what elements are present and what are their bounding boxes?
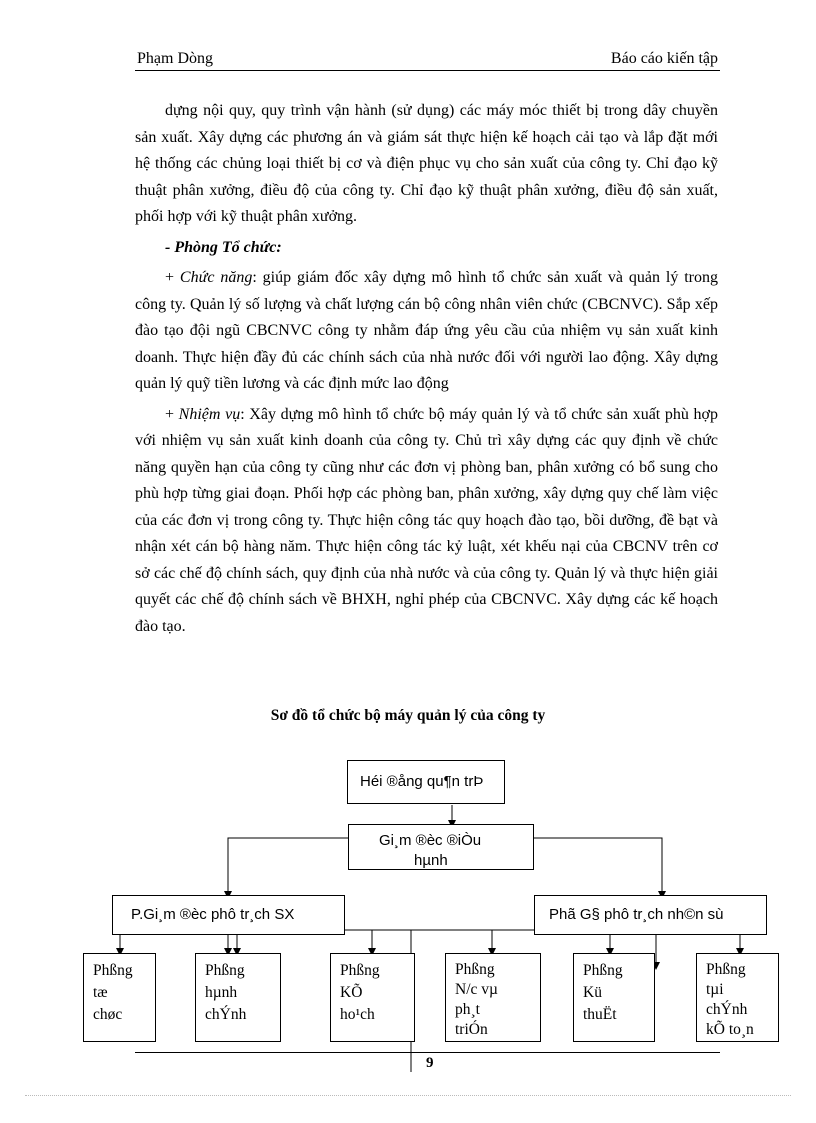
page-number: 9 [426,1055,434,1071]
dept-line: Phßng [455,961,495,978]
dept-line: KÕ [340,984,363,1001]
header-author: Phạm Dòng [137,50,213,67]
deputy-hr-label: Phã G§ phô tr¸ch nh©n sù [549,906,724,923]
deputy-production-box [112,895,345,935]
task-prefix: + [165,405,179,423]
dept-line: N/c vµ [455,981,498,998]
dept-line: ho¹ch [340,1006,375,1023]
dept-line: hµnh [205,984,238,1001]
dept-planning [330,953,415,1042]
page-break-line [25,1095,791,1096]
dept-line: Phßng [583,962,623,979]
director-label-line1: Gi¸m ®èc ®iÒu [379,832,482,849]
dept-line: Phßng [205,962,245,979]
deputy-hr-box [534,895,767,935]
dept-line: Phßng [93,962,133,979]
dept-line: chÝnh [205,1006,247,1023]
footer-rule [135,1052,720,1053]
dept-line: triÓn [455,1021,488,1038]
dept-research-development [445,953,541,1042]
chart-title: Sơ đồ tổ chức bộ máy quản lý của công ty [270,707,546,724]
dept-line: tæ [93,984,108,1001]
board-label: Héi ®ång qu¶n trÞ [360,773,484,790]
section-heading: - Phòng Tổ chức: [165,238,282,256]
header-doc-title: Báo cáo kiến tập [610,50,718,67]
dept-technical [573,953,655,1042]
director-label-line2: hµnh [414,852,448,869]
dept-finance-accounting [696,953,779,1042]
function-label: Chức năng [179,269,253,286]
board-box [347,760,505,804]
dept-line: Kü [583,984,602,1001]
paragraph: dựng nội quy, quy trình vận hành (sử dụng) các máy móc thiết bị trong dây chuyền sản xuất. Xây dựng các phương án và giám sát thực hiện kế hoạch cải tạo và lắp đặt mới hệ thống các chủng loại thiết bị cơ và điện phục vụ cho sản xuất của công ty. Chỉ đạo kỹ thuật phân xưởng, điều độ của công ty. Chỉ đạo kỹ thuật phân xưởng, điều độ sản xuất, phối hợp với kỹ thuật phân xưởng. [135,102,718,225]
dept-line: Phßng [340,962,380,979]
task-text: : Xây dựng mô hình tổ chức bộ máy quản lý và tổ chức sản xuất phù hợp với nhiệm vụ sản xuất kinh doanh của công ty. Chủ trì xây dựng các quy định về chức năng quyền hạn của công ty cũng như các đơn vị phòng ban, phân xưởng có bổ sung cho phù hợp từng giai đoạn. Phối hợp các phòng ban, phân xưởng, xây dựng quy chế làm việc của các đơn vị trong công ty. Thực hiện công tác quy hoạch đào tạo, bồi dưỡng, đề bạt và nhận xét cán bộ hàng năm. Thực hiện công tác kỷ luật, xét khếu nại của CBCNV trên cơ sở các chế độ chính sách, quy định của nhà nước và của công ty. Quản lý và thực hiện giải quyết các chế độ chính sách về BHXH, nghỉ phép của CBCNVC. Xây dựng các kế hoạch đào tạo. [135,405,718,635]
dept-administration [195,953,281,1042]
dept-line: kÕ to¸n [706,1021,754,1038]
dept-organization [83,953,156,1042]
dept-line: chÝnh [706,1001,748,1018]
director-box [348,824,534,870]
task-label: Nhiệm vụ [178,405,241,423]
dept-line: thuËt [583,1006,617,1023]
dept-line: ph¸t [455,1001,480,1018]
dept-line: Phßng [706,961,746,978]
function-text: : giúp giám đốc xây dựng mô hình tổ chức sản xuất và quản lý trong công ty. Quản lý số lượng và chất lượng cán bộ công nhân viên chức (CBCNVC). Sắp xếp đào tạo đội ngũ CBCNVC công ty nhằm đáp ứng yêu cầu của nhiệm vụ sản xuất kinh doanh. Thực hiện đầy đủ các chính sách của nhà nước đối với người lao động. Xây dựng quản lý quỹ tiền lương và các định mức lao động [135,269,719,392]
dept-line: chøc [93,1006,123,1023]
dept-line: tµi [706,981,724,998]
deputy-production-label: P.Gi¸m ®èc phô tr¸ch SX [131,906,295,923]
function-prefix: + [165,269,180,286]
